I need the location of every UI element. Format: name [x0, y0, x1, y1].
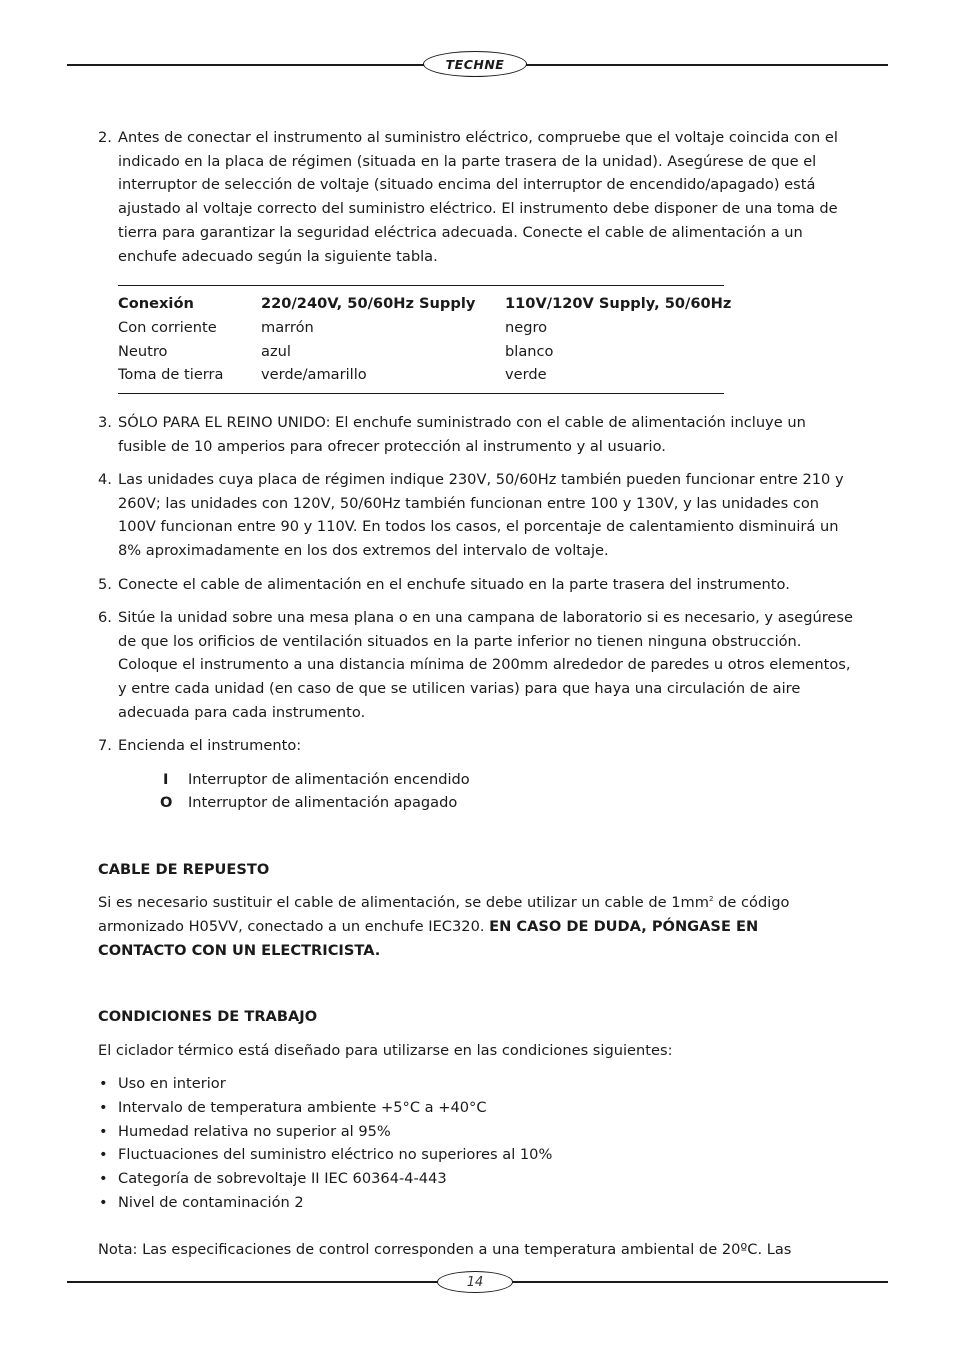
bullet-marker: • [99, 1075, 108, 1092]
table-cell-row2-col3: blanco [505, 343, 554, 360]
bullet-marker: • [99, 1099, 108, 1116]
item-3-line-1: SÓLO PARA EL REINO UNIDO: El enchufe suministrado con el cable de alimentación incluye un [118, 414, 806, 431]
switch-off-symbol: O [160, 794, 173, 811]
page-number [437, 1271, 513, 1293]
conditions-note: Nota: Las especificaciones de control corresponden a una temperatura ambiental de 20ºC. Las [98, 1241, 792, 1258]
bullet-item: Humedad relativa no superior al 95% [118, 1123, 391, 1140]
item-6-line-5: adecuada para cada instrumento. [118, 704, 366, 721]
item-6-line-2: de que los orificios de ventilación situados en la parte inferior no tienen ninguna obstrucción. [118, 633, 802, 650]
table-cell-row2-col1: Neutro [118, 343, 168, 360]
conditions-heading: CONDICIONES DE TRABAJO [98, 1008, 318, 1025]
cable-warning-part-1: EN CASO DE DUDA, PÓNGASE EN [489, 918, 759, 935]
table-bottom-rule [118, 393, 724, 394]
cable-line-2 [98, 915, 758, 939]
switch-off-text: Interruptor de alimentación apagado [188, 794, 458, 811]
item-3-line-2: fusible de 10 amperios para ofrecer protección al instrumento y al usuario. [118, 438, 666, 455]
item-2-number: 2. [98, 129, 112, 146]
item-6-number: 6. [98, 609, 112, 626]
item-2-line-3: interruptor de selección de voltaje (situado encima del interruptor de encendido/apagado) está [118, 176, 816, 193]
switch-on-text: Interruptor de alimentación encendido [188, 771, 470, 788]
header-rule-left [67, 64, 425, 66]
cable-line-1-end: de código [713, 894, 790, 911]
item-7-number: 7. [98, 737, 112, 754]
footer-rule-left [67, 1281, 439, 1283]
bullet-marker: • [99, 1123, 108, 1140]
item-2-line-1: Antes de conectar el instrumento al suministro eléctrico, compruebe que el voltaje coincida con el [118, 129, 838, 146]
item-2-line-5: tierra para garantizar la seguridad eléctrica adecuada. Conecte el cable de alimentación a un [118, 224, 803, 241]
item-6-line-3: Coloque el instrumento a una distancia mínima de 200mm alrededor de paredes u otros elementos, [118, 656, 851, 673]
bullet-item: Nivel de contaminación 2 [118, 1194, 304, 1211]
table-header-connection: Conexión [118, 295, 194, 312]
cable-heading: CABLE DE REPUESTO [98, 861, 270, 878]
cable-superscript: 2 [709, 895, 714, 904]
table-header-220v: 220/240V, 50/60Hz Supply [261, 295, 476, 312]
item-4-line-4: 8% aproximadamente en los dos extremos del intervalo de voltaje. [118, 542, 609, 559]
techne-logo [423, 51, 527, 77]
item-2-line-2: indicado en la placa de régimen (situada en la parte trasera de la unidad). Asegúrese de que el [118, 153, 817, 170]
header-rule-right [525, 64, 888, 66]
table-cell-row3-col1: Toma de tierra [118, 366, 224, 383]
table-cell-row3-col3: verde [505, 366, 547, 383]
bullet-item: Uso en interior [118, 1075, 226, 1092]
cable-warning-part-2: CONTACTO CON UN ELECTRICISTA. [98, 942, 381, 959]
table-header-110v: 110V/120V Supply, 50/60Hz [505, 295, 732, 312]
item-2-line-4: ajustado al voltaje correcto del suministro eléctrico. El instrumento debe disponer de una toma de [118, 200, 838, 217]
cable-line-1 [98, 891, 789, 915]
page-number-text: 14 [466, 1274, 484, 1290]
table-cell-row2-col2: azul [261, 343, 291, 360]
conditions-intro: El ciclador térmico está diseñado para utilizarse en las condiciones siguientes: [98, 1042, 673, 1059]
item-4-number: 4. [98, 471, 112, 488]
switch-on-symbol: I [163, 771, 169, 788]
table-cell-row1-col3: negro [505, 319, 548, 336]
item-6-line-1: Sitúe la unidad sobre una mesa plana o en una campana de laboratorio si es necesario, y asegúrese [118, 609, 853, 626]
bullet-item: Intervalo de temperatura ambiente +5°C a +40°C [118, 1099, 487, 1116]
table-top-rule [118, 285, 724, 286]
footer-rule-right [511, 1281, 888, 1283]
cable-line-2-text: armonizado H05VV, conectado a un enchufe IEC320. [98, 918, 490, 935]
bullet-marker: • [99, 1170, 108, 1187]
bullet-item: Categoría de sobrevoltaje II IEC 60364-4-443 [118, 1170, 447, 1187]
item-2-line-6: enchufe adecuado según la siguiente tabla. [118, 248, 438, 265]
item-4-line-3: 100V funcionan entre 90 y 110V. En todos los casos, el porcentaje de calentamiento disminuirá un [118, 518, 839, 535]
table-cell-row3-col2: verde/amarillo [261, 366, 367, 383]
bullet-marker: • [99, 1146, 108, 1163]
table-cell-row1-col2: marrón [261, 319, 314, 336]
item-4-line-1: Las unidades cuya placa de régimen indique 230V, 50/60Hz también pueden funcionar entre 210 y [118, 471, 844, 488]
item-6-line-4: y entre cada unidad (en caso de que se utilicen varias) para que haya una circulación de aire [118, 680, 801, 697]
item-5-line-1: Conecte el cable de alimentación en el enchufe situado en la parte trasera del instrumento. [118, 576, 790, 593]
logo-text: TECHNE [445, 56, 505, 72]
bullet-item: Fluctuaciones del suministro eléctrico no superiores al 10% [118, 1146, 553, 1163]
item-4-line-2: 260V; las unidades con 120V, 50/60Hz también funcionan entre 100 y 130V, y las unidades con [118, 495, 820, 512]
item-5-number: 5. [98, 576, 112, 593]
cable-line-1-text: Si es necesario sustituir el cable de alimentación, se debe utilizar un cable de 1mm [98, 894, 709, 911]
item-3-number: 3. [98, 414, 112, 431]
bullet-marker: • [99, 1194, 108, 1211]
item-7-line-1: Encienda el instrumento: [118, 737, 302, 754]
table-cell-row1-col1: Con corriente [118, 319, 217, 336]
